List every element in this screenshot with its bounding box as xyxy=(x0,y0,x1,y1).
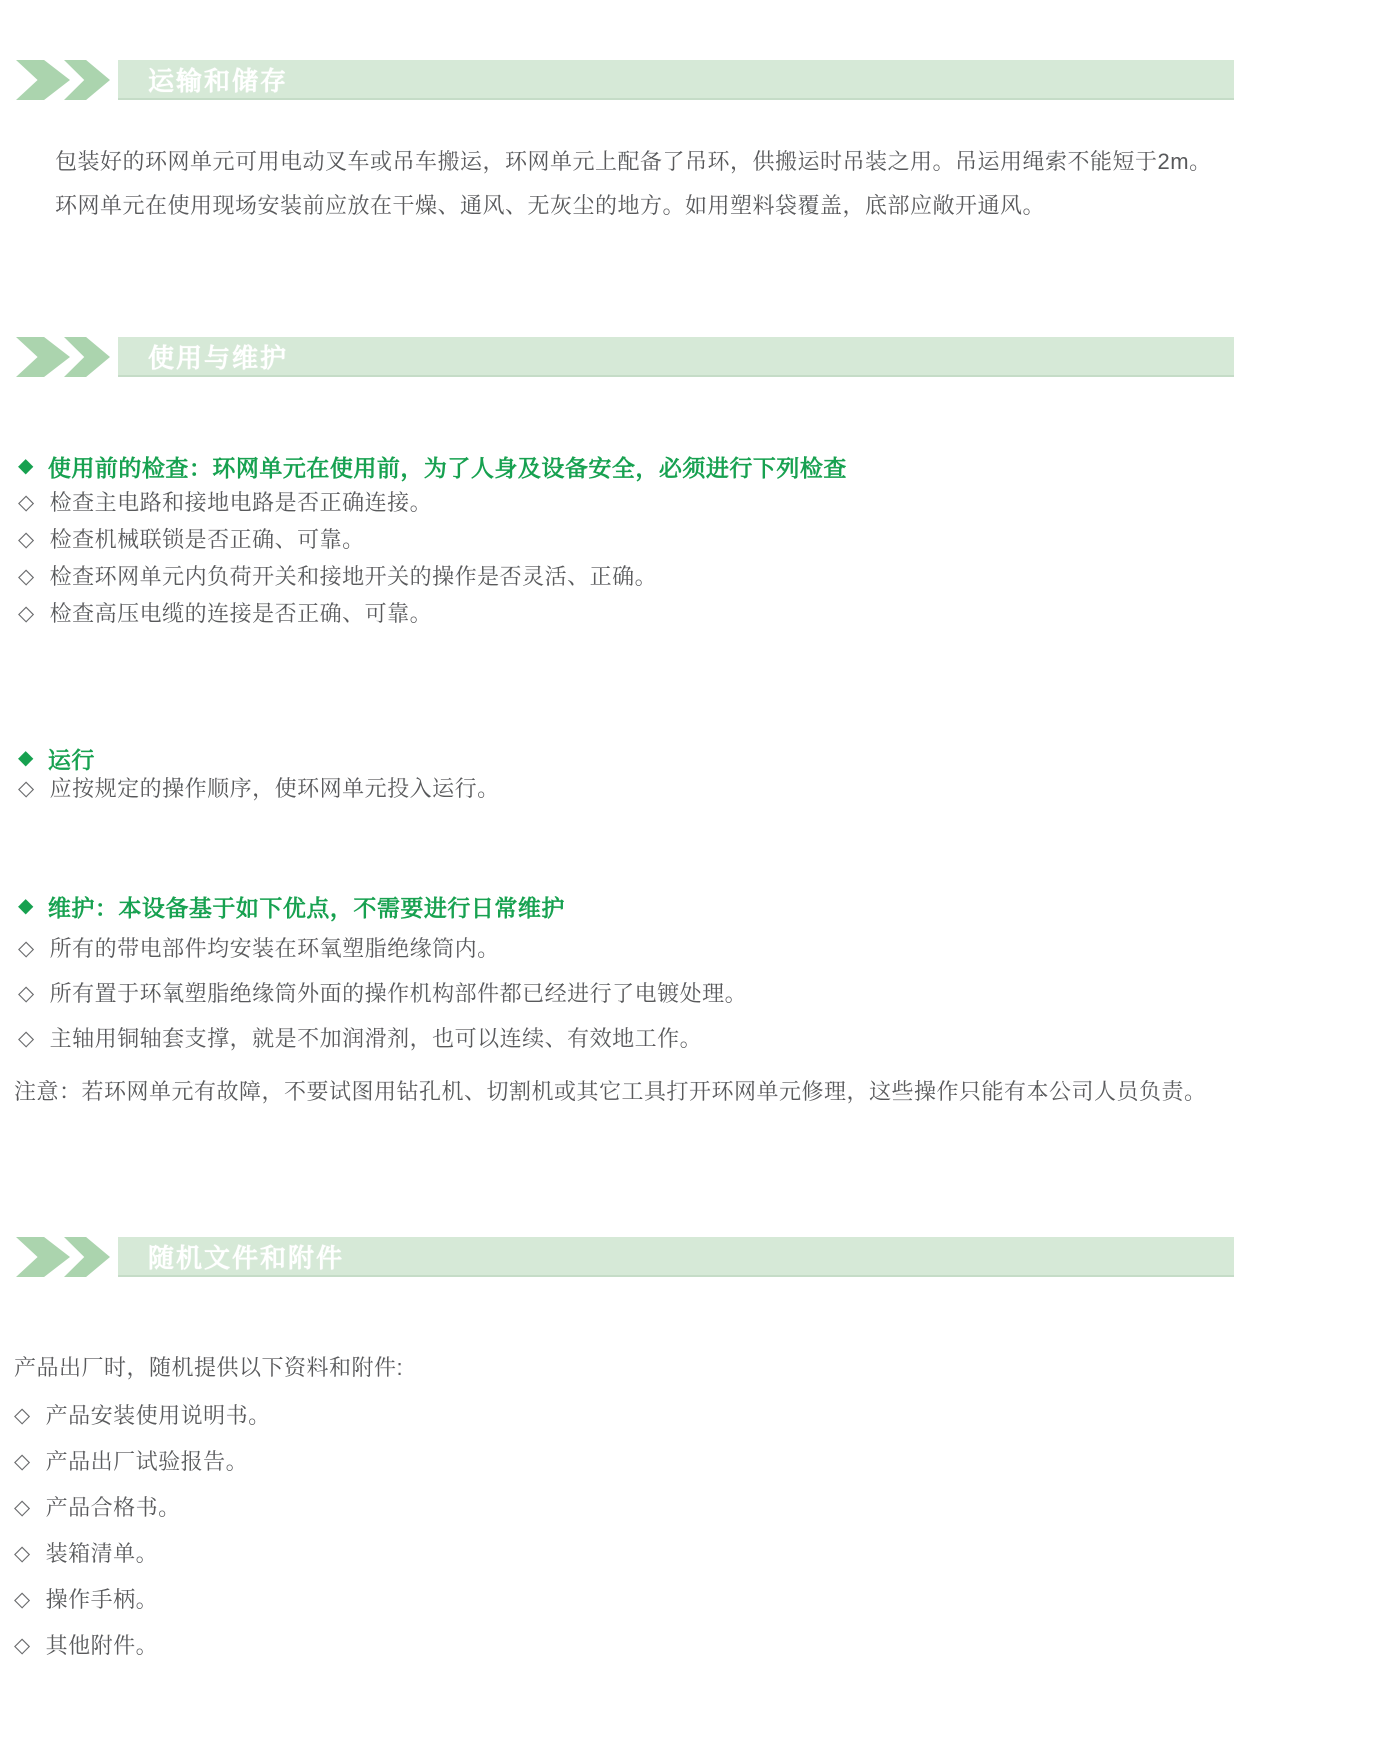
hollow-diamond-icon: ◇ xyxy=(18,602,35,625)
list-item xyxy=(14,1450,1374,1473)
section-title-usage: 使用与维护 xyxy=(148,342,289,373)
list-item-text: 应按规定的操作顺序，使环网单元投入运行。 xyxy=(49,776,500,801)
chevron-right-icon xyxy=(64,1237,110,1277)
section-banner-bar xyxy=(118,337,1234,377)
hollow-diamond-icon: ◇ xyxy=(14,1450,31,1473)
section-banner-documents xyxy=(16,1237,1234,1277)
hollow-diamond-icon: ◇ xyxy=(18,528,35,551)
subsection-heading-maintenance xyxy=(18,890,565,923)
list-item-text: 操作手柄。 xyxy=(45,1587,159,1612)
paragraph: 包装好的环网单元可用电动叉车或吊车搬运，环网单元上配备了吊环，供搬运时吊装之用。吊运用绳索不能短于2m。 xyxy=(55,149,1212,174)
list-item-text: 检查主电路和接地电路是否正确连接。 xyxy=(49,490,433,515)
section-banner-transport xyxy=(16,60,1234,100)
documents-list xyxy=(14,1404,1374,1680)
list-item xyxy=(18,937,1378,960)
list-item-text: 产品出厂试验报告。 xyxy=(45,1449,249,1474)
section-banner-bar xyxy=(118,60,1234,100)
list-item-text: 所有置于环氧塑脂绝缘筒外面的操作机构部件都已经进行了电镀处理。 xyxy=(49,981,748,1006)
double-chevron-right-icon xyxy=(16,1237,110,1277)
list-item xyxy=(14,1404,1374,1427)
list-item-text: 产品合格书。 xyxy=(45,1495,181,1520)
hollow-diamond-icon: ◇ xyxy=(18,937,35,960)
list-item xyxy=(18,491,1378,514)
list-item-text: 检查环网单元内负荷开关和接地开关的操作是否灵活、正确。 xyxy=(49,564,658,589)
chevron-right-icon xyxy=(16,1237,70,1277)
list-item xyxy=(14,1634,1374,1657)
hollow-diamond-icon: ◇ xyxy=(18,777,35,800)
section-banner-bar xyxy=(118,1237,1234,1277)
subsection-heading-text: 运行 xyxy=(47,747,95,773)
section-title-documents: 随机文件和附件 xyxy=(148,1242,345,1273)
list-item xyxy=(18,1027,1378,1050)
operation-list xyxy=(18,777,1378,800)
list-item-text: 装箱清单。 xyxy=(45,1541,159,1566)
hollow-diamond-icon: ◇ xyxy=(18,982,35,1005)
list-item xyxy=(18,777,1378,800)
list-item xyxy=(18,528,1378,551)
maintenance-list xyxy=(18,937,1378,1072)
list-item-text: 所有的带电部件均安装在环氧塑脂绝缘筒内。 xyxy=(49,936,500,961)
hollow-diamond-icon: ◇ xyxy=(14,1496,31,1519)
hollow-diamond-icon: ◇ xyxy=(18,491,35,514)
list-item xyxy=(14,1542,1374,1565)
hollow-diamond-icon: ◇ xyxy=(14,1542,31,1565)
list-item-text: 检查高压电缆的连接是否正确、可靠。 xyxy=(49,601,433,626)
hollow-diamond-icon: ◇ xyxy=(14,1588,31,1611)
double-chevron-right-icon xyxy=(16,337,110,377)
filled-diamond-icon: ◆ xyxy=(18,747,34,769)
filled-diamond-icon: ◆ xyxy=(18,895,34,917)
subsection-heading-text: 使用前的检查：环网单元在使用前，为了人身及设备安全，必须进行下列检查 xyxy=(47,455,847,481)
double-chevron-right-icon xyxy=(16,60,110,100)
paragraph: 环网单元在使用现场安装前应放在干燥、通风、无灰尘的地方。如用塑料袋覆盖，底部应敞开通风。 xyxy=(55,193,1046,218)
subsection-heading-operation xyxy=(18,742,95,775)
list-item-text: 检查机械联锁是否正确、可靠。 xyxy=(49,527,365,552)
documents-intro: 产品出厂时，随机提供以下资料和附件: xyxy=(14,1355,404,1380)
section-title-transport: 运输和储存 xyxy=(148,65,289,96)
list-item xyxy=(18,982,1378,1005)
hollow-diamond-icon: ◇ xyxy=(14,1634,31,1657)
hollow-diamond-icon: ◇ xyxy=(18,565,35,588)
list-item xyxy=(18,565,1378,588)
chevron-right-icon xyxy=(16,60,70,100)
chevron-right-icon xyxy=(64,60,110,100)
list-item-text: 其他附件。 xyxy=(45,1633,159,1658)
transport-paragraphs xyxy=(55,150,1355,238)
subsection-heading-precheck xyxy=(18,450,847,483)
list-item-text: 产品安装使用说明书。 xyxy=(45,1403,271,1428)
hollow-diamond-icon: ◇ xyxy=(14,1404,31,1427)
maintenance-note: 注意：若环网单元有故障，不要试图用钻孔机、切割机或其它工具打开环网单元修理，这些操作只能有本公司人员负责。 xyxy=(14,1079,1207,1104)
hollow-diamond-icon: ◇ xyxy=(18,1027,35,1050)
subsection-heading-text: 维护：本设备基于如下优点，不需要进行日常维护 xyxy=(47,895,565,921)
list-item xyxy=(14,1496,1374,1519)
chevron-right-icon xyxy=(64,337,110,377)
chevron-right-icon xyxy=(16,337,70,377)
list-item-text: 主轴用铜轴套支撑，就是不加润滑剂，也可以连续、有效地工作。 xyxy=(49,1026,703,1051)
section-banner-usage xyxy=(16,337,1234,377)
filled-diamond-icon: ◆ xyxy=(18,455,34,477)
precheck-list xyxy=(18,491,1378,639)
list-item xyxy=(18,602,1378,625)
list-item xyxy=(14,1588,1374,1611)
